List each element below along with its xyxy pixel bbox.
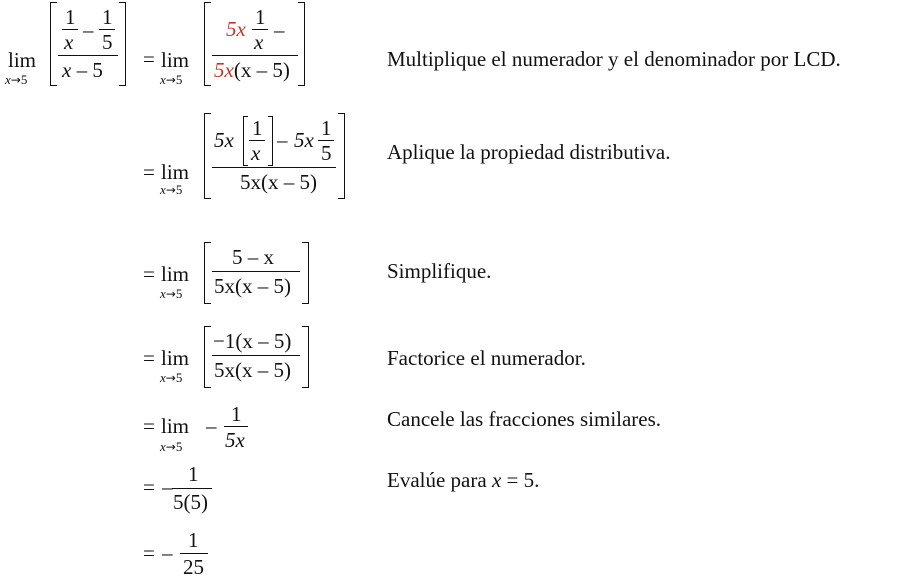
lim-subscript: x→5 — [160, 370, 183, 385]
left-bracket — [204, 242, 211, 304]
lim-subscript: x→5 — [160, 182, 183, 197]
minus: – — [274, 18, 285, 42]
main-fraction-bar — [212, 167, 336, 168]
explanation-2: Aplique la propiedad distributiva. — [387, 140, 671, 164]
inner-left-bracket — [243, 116, 248, 166]
numerator: 1 — [231, 402, 242, 426]
denominator: 5x(x – 5) — [214, 358, 291, 382]
num-one: 1 — [255, 5, 266, 29]
denominator: 25 — [183, 555, 204, 579]
left-bracket — [204, 2, 211, 86]
denominator: 5(5) — [173, 490, 208, 514]
explanation-5: Cancele las fracciones similares. — [387, 407, 662, 431]
numerator: 1 — [188, 462, 199, 486]
inner-num-1: 1 — [65, 5, 76, 29]
inner-num-2: 1 — [102, 5, 113, 29]
num-one: 1 — [252, 116, 263, 140]
equals: = — [143, 414, 155, 438]
right-bracket — [302, 242, 309, 304]
denominator: 5x — [225, 428, 245, 452]
coef-5x: 5x — [214, 128, 234, 152]
explanation-1: Multiplique el numerador y el denominador por LCD. — [387, 47, 841, 71]
den-x: x — [254, 30, 264, 54]
minus: – — [206, 414, 217, 438]
lim-subscript: x→5 — [160, 286, 183, 301]
fraction-bar — [172, 488, 212, 489]
lim-subscript: x→5 — [5, 72, 28, 87]
explanation-4: Factorice el numerador. — [387, 346, 586, 370]
fraction-bar — [180, 553, 208, 554]
lim-label: lim — [161, 48, 190, 72]
lim-label: lim — [161, 414, 190, 438]
explanation-3: Simplifique. — [387, 259, 492, 283]
left-bracket — [204, 326, 211, 388]
fraction-bar — [212, 355, 300, 356]
den-x: x — [251, 141, 261, 165]
minus: – — [162, 475, 173, 499]
main-denominator: 5x(x – 5) — [214, 58, 290, 82]
fraction-bar — [224, 426, 248, 427]
lim-subscript: x→5 — [160, 72, 183, 87]
equals: = — [143, 262, 155, 286]
main-denominator: 5x(x – 5) — [240, 170, 317, 194]
coef-5x-2: 5x — [294, 128, 314, 152]
lim-subscript: x→5 — [160, 439, 183, 454]
equals: = — [143, 541, 155, 565]
minus: – — [162, 541, 173, 565]
equals: = — [143, 47, 155, 71]
inner-den-x: x — [64, 30, 74, 54]
denominator: 5x(x – 5) — [214, 274, 291, 298]
numerator: −1(x – 5) — [213, 329, 292, 353]
explanation-6: Evalúe para x = 5. — [387, 468, 540, 492]
red-coefficient: 5x — [226, 17, 246, 41]
right-bracket — [338, 113, 345, 199]
main-denominator: x – 5 — [62, 58, 103, 82]
right-bracket — [298, 2, 305, 86]
lim-label: lim — [161, 160, 190, 184]
inner-den-5: 5 — [102, 30, 113, 54]
main-fraction-bar — [58, 55, 118, 56]
equals: = — [143, 346, 155, 370]
lim-label: lim — [8, 48, 37, 72]
equals: = — [143, 160, 155, 184]
numerator: 1 — [188, 528, 199, 552]
lim-label: lim — [161, 262, 190, 286]
left-bracket — [204, 113, 211, 199]
left-bracket — [50, 2, 57, 86]
num-one-2: 1 — [321, 116, 332, 140]
inner-right-bracket — [268, 116, 273, 166]
lim-label: lim — [161, 346, 190, 370]
inner-minus: – — [83, 18, 94, 42]
main-fraction-bar — [212, 55, 298, 56]
minus: – — [277, 128, 288, 152]
equals: = — [143, 475, 155, 499]
right-bracket — [119, 2, 126, 86]
fraction-bar — [212, 271, 300, 272]
right-bracket — [302, 326, 309, 388]
numerator: 5 – x — [232, 245, 274, 269]
den-5: 5 — [321, 141, 332, 165]
